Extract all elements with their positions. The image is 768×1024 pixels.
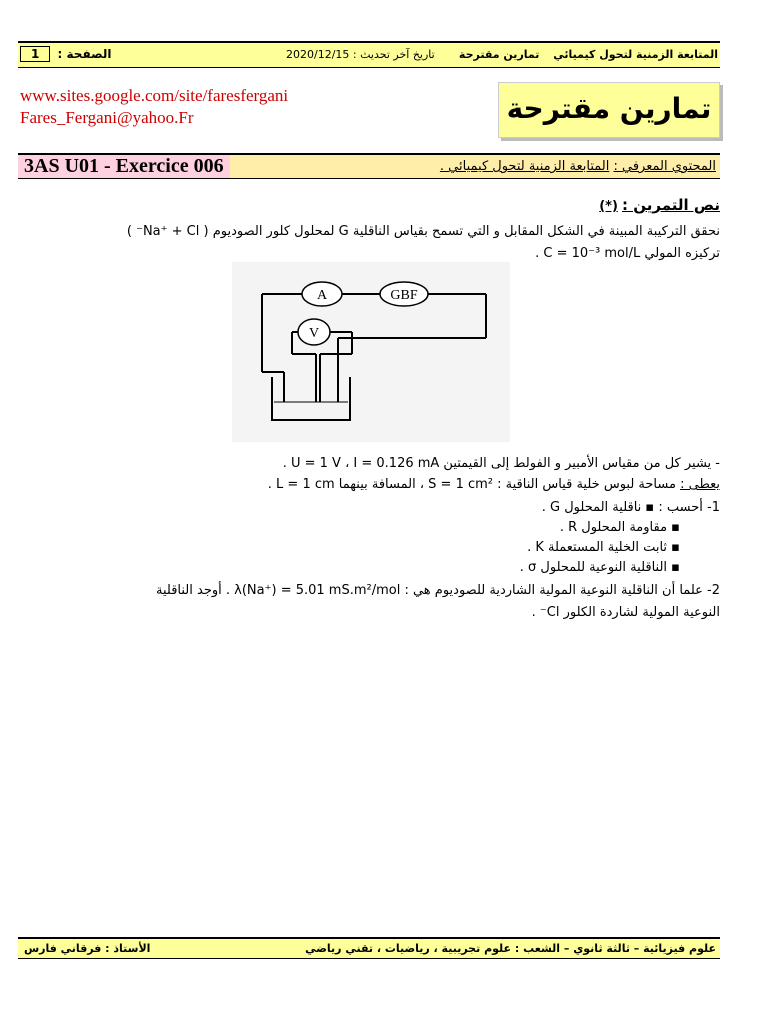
page-label: الصفحة : bbox=[57, 47, 112, 61]
footer-teacher: الأستاذ : فرقاني فارس bbox=[24, 942, 151, 955]
question-1c: ▪ ثابت الخلية المستعملة K . bbox=[527, 540, 680, 555]
question-2a: 2- علما أن الناقلية النوعية المولية الشاردية للصوديوم هي : λ(Na⁺) = 5.01 mS.m²/mol . أوجد الناقلية bbox=[156, 583, 720, 598]
email-link[interactable]: Fares_Fergani@yahoo.Fr bbox=[20, 108, 194, 127]
main-title: تمارين مقترحة bbox=[498, 82, 720, 138]
exercise-id: 3AS U01 - Exercice 006 bbox=[18, 155, 230, 178]
date-value: 2020/12/15 bbox=[286, 48, 350, 61]
footer-level: علوم فيزيائية – ثالثة ثانوي – الشعب : علوم تجريبية ، رياضيات ، تقني رياضي bbox=[305, 942, 716, 955]
header-title bbox=[449, 48, 718, 61]
question-1: 1- أحسب : ▪ ناقلية المحلول G . bbox=[541, 500, 720, 515]
voltmeter-label: V bbox=[308, 326, 320, 341]
website-link[interactable]: www.sites.google.com/site/faresfergani bbox=[20, 86, 289, 105]
given-label: يعطى : bbox=[680, 477, 720, 492]
header-section: تمارين مقترحة bbox=[458, 48, 540, 61]
page-indicator bbox=[20, 46, 112, 62]
page-number: 1 bbox=[20, 46, 50, 62]
measurement-line: - يشير كل من مقياس الأمبير و الفولط إلى القيمتين U = 1 V ، I = 0.126 mA . bbox=[282, 456, 720, 471]
content-value: المتابعة الزمنية لتحول كيميائي . bbox=[439, 159, 610, 174]
generator-symbol bbox=[380, 282, 428, 306]
heading-text: نص التمرين : bbox=[622, 196, 720, 214]
date-label: تاريخ آخر تحديث : bbox=[352, 48, 435, 61]
question-2b: النوعية المولية لشاردة الكلور Cl⁻ . bbox=[531, 605, 720, 620]
given-values: مساحة لبوس خلية قياس الناقية : S = 1 cm² ، المسافة بينهما L = 1 cm . bbox=[267, 477, 676, 492]
generator-label: GBF bbox=[390, 288, 418, 303]
header-chapter: المتابعة الزمنية لتحول كيميائي bbox=[553, 48, 718, 61]
content-label: المحتوي المعرفي : bbox=[613, 159, 716, 174]
voltmeter-symbol bbox=[298, 319, 330, 345]
given-line bbox=[40, 477, 720, 492]
circuit-diagram bbox=[232, 262, 510, 442]
page-footer bbox=[18, 937, 720, 959]
question-1b: ▪ مقاومة المحلول R . bbox=[559, 520, 680, 535]
question-1d: ▪ الناقلية النوعية للمحلول σ . bbox=[519, 560, 680, 575]
difficulty: (*) bbox=[599, 199, 618, 214]
page-header bbox=[18, 41, 720, 68]
contact-block bbox=[20, 85, 288, 129]
problem-line-2: تركيزه المولي C = 10⁻³ mol/L . bbox=[535, 246, 720, 261]
problem-heading bbox=[40, 196, 720, 214]
problem-line-1: نحقق التركيبة المبينة في الشكل المقابل و التي تسمح بقياس الناقلية G لمحلول كلور الصوديوم ( Na⁺ + Cl⁻ ) bbox=[126, 224, 720, 239]
ammeter-label: A bbox=[316, 288, 328, 303]
ammeter-symbol bbox=[302, 282, 342, 306]
exercise-content bbox=[440, 159, 716, 174]
last-update bbox=[286, 48, 435, 61]
exercise-bar bbox=[18, 153, 720, 179]
